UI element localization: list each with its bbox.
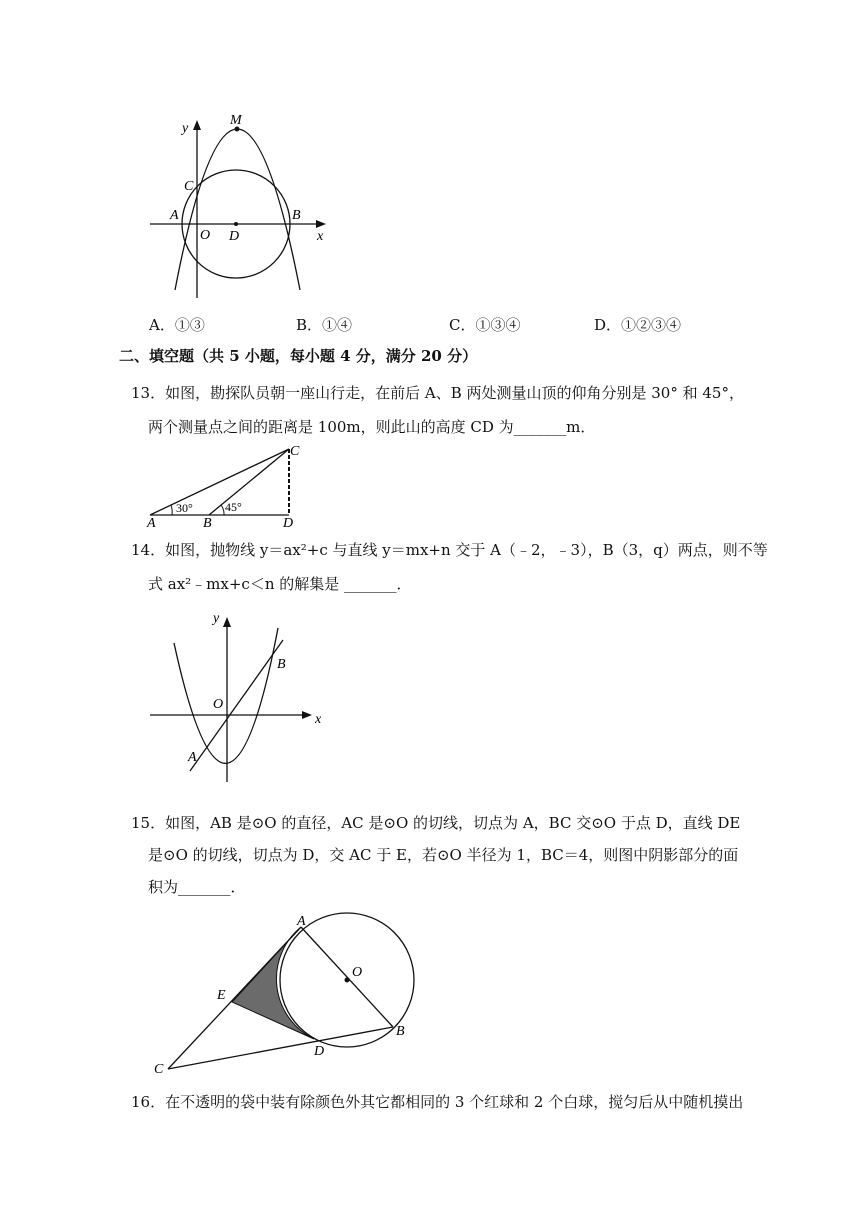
label-O: O [352,965,363,980]
q14-line1: 14．如图，抛物线 y＝ax²+c 与直线 y＝mx+n 交于 A（﹣2，﹣3），B（3，q）两点，则不等 [131,541,768,559]
label-D: D [314,1044,325,1059]
label-A: A [147,516,156,530]
label-M: M [230,113,242,128]
angle-45-label: 45° [225,500,242,514]
label-C: C [184,179,194,194]
label-A: A [297,914,306,929]
q15-line2: 是⊙O 的切线，切点为 D，交 AC 于 E，若⊙O 半径为 1，BC＝4，则图中阴影部分的面 [148,846,739,864]
figure-q13 [140,435,310,530]
label-D: D [229,229,240,244]
angle-30-label: 30° [176,501,193,515]
label-C: C [290,444,300,459]
label-B: B [396,1024,405,1039]
label-y: y [182,121,189,136]
label-C: C [154,1062,164,1077]
label-O: O [200,228,211,243]
option-a: A．①③ [149,316,205,334]
label-B: B [277,657,286,672]
label-y: y [213,611,220,626]
label-O: O [213,697,224,712]
label-E: E [217,988,226,1003]
q13-line1: 13．如图，勘探队员朝一座山行走，在前后 A、B 两处测量山顶的仰角分别是 30° 和 45°， [131,384,744,402]
q14-line2: 式 ax²﹣mx+c＜n 的解集是 _______． [148,575,412,593]
figure-q14 [140,605,340,785]
label-B: B [292,208,301,223]
q16-line1: 16．在不透明的袋中装有除颜色外其它都相同的 3 个红球和 2 个白球，搅匀后从中随机摸出 [131,1093,744,1111]
label-D: D [283,516,294,530]
q13-line2: 两个测量点之间的距离是 100m，则此山的高度 CD 为_______m． [148,418,596,436]
label-B: B [203,516,212,530]
option-b: B．①④ [296,316,353,334]
label-x: x [315,712,322,727]
section-header: 二、填空题（共 5 小题，每小题 4 分，满分 20 分） [119,347,478,365]
q15-line3: 积为_______． [148,878,246,896]
label-x: x [317,229,324,244]
figure-q15 [140,905,430,1080]
option-c: C．①③④ [449,316,521,334]
q15-line1: 15．如图，AB 是⊙O 的直径，AC 是⊙O 的切线，切点为 A，BC 交⊙O 于点 D，直线 DE [131,814,741,832]
figure-q12 [140,105,340,305]
option-d: D．①②③④ [594,316,682,334]
label-A: A [188,750,197,765]
label-A: A [170,208,179,223]
